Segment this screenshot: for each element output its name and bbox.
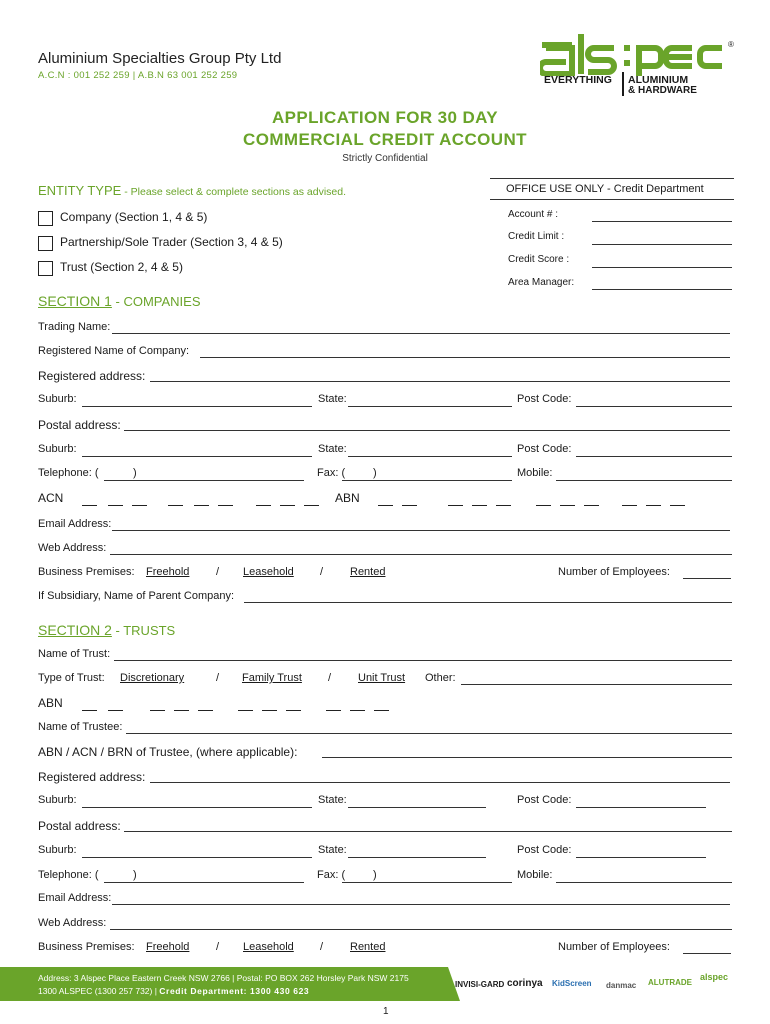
s1-premises-leasehold[interactable]: Leasehold bbox=[243, 566, 294, 578]
logo-registered: ® bbox=[728, 40, 734, 49]
s2-mobile-field[interactable] bbox=[556, 882, 732, 883]
s2-mobile-label: Mobile: bbox=[517, 869, 553, 881]
s2-postal-postcode-label: Post Code: bbox=[517, 844, 572, 856]
trading-name-label: Trading Name: bbox=[38, 321, 111, 333]
s2-state-field[interactable] bbox=[348, 807, 486, 808]
s2-fax-label: Fax: ( bbox=[317, 869, 346, 881]
trust-name-field[interactable] bbox=[114, 660, 732, 661]
s1-mobile-field[interactable] bbox=[556, 480, 732, 481]
s2-email-field[interactable] bbox=[112, 904, 730, 905]
s1-mobile-label: Mobile: bbox=[517, 467, 553, 479]
s1-abn-label: ABN bbox=[335, 491, 360, 505]
s2-postal-state-label: State: bbox=[318, 844, 347, 856]
partner-logo-corinya: corinya bbox=[507, 978, 543, 989]
subsidiary-label: If Subsidiary, Name of Parent Company: bbox=[38, 590, 235, 602]
s2-telephone-label: Telephone: ( bbox=[38, 869, 99, 881]
trust-type-family[interactable]: Family Trust bbox=[242, 672, 302, 684]
logo-tagline-right-2: & HARDWARE bbox=[628, 85, 697, 96]
s1-postcode-field[interactable] bbox=[576, 406, 732, 407]
s1-employees-field[interactable] bbox=[683, 578, 731, 579]
trust-type-label: Type of Trust: bbox=[38, 672, 105, 684]
s1-suburb-label: Suburb: bbox=[38, 393, 77, 405]
s2-suburb-field[interactable] bbox=[82, 807, 312, 808]
s2-registered-address-label: Registered address: bbox=[38, 770, 146, 784]
trustee-abn-label: ABN / ACN / BRN of Trustee, (where applicable): bbox=[38, 745, 298, 759]
s1-email-field[interactable] bbox=[112, 530, 730, 531]
s2-postcode-label: Post Code: bbox=[517, 794, 572, 806]
s2-premises-slash-1: / bbox=[216, 941, 220, 953]
section-1-heading: SECTION 1 - COMPANIES bbox=[38, 293, 201, 309]
s2-web-label: Web Address: bbox=[38, 917, 107, 929]
s1-postal-state-label: State: bbox=[318, 443, 347, 455]
s2-premises-freehold[interactable]: Freehold bbox=[146, 941, 190, 953]
s2-postal-postcode-field[interactable] bbox=[576, 857, 706, 858]
s2-telephone-close: ) bbox=[133, 869, 137, 881]
partner-logo-kidscreen: KidScreen bbox=[552, 979, 592, 988]
s2-postal-address-label: Postal address: bbox=[38, 819, 121, 833]
alspec-logo-mark bbox=[540, 30, 740, 76]
page-number: 1 bbox=[383, 1006, 389, 1017]
s1-telephone-field[interactable] bbox=[104, 480, 304, 481]
s2-fax-field[interactable] bbox=[342, 882, 512, 883]
s1-registered-address-field[interactable] bbox=[150, 381, 730, 382]
office-area-manager-label: Area Manager: bbox=[508, 277, 575, 288]
trust-type-other-field[interactable] bbox=[461, 684, 732, 685]
trust-type-slash-1: / bbox=[216, 672, 220, 684]
office-bottom-rule bbox=[490, 199, 734, 200]
trustee-name-field[interactable] bbox=[126, 733, 732, 734]
s2-premises-rented[interactable]: Rented bbox=[350, 941, 386, 953]
s1-postal-suburb-field[interactable] bbox=[82, 456, 312, 457]
company-name: Aluminium Specialties Group Pty Ltd bbox=[38, 50, 282, 67]
trust-type-other-label: Other: bbox=[425, 672, 456, 684]
s2-state-label: State: bbox=[318, 794, 347, 806]
s2-employees-label: Number of Employees: bbox=[558, 941, 670, 953]
company-acn: A.C.N : 001 252 259 | A.B.N 63 001 252 259 bbox=[38, 70, 238, 81]
trust-option-label: Trust (Section 2, 4 & 5) bbox=[60, 260, 183, 274]
s1-postcode-label: Post Code: bbox=[517, 393, 572, 405]
s1-web-field[interactable] bbox=[110, 554, 732, 555]
partnership-option-label: Partnership/Sole Trader (Section 3, 4 & 5) bbox=[60, 235, 283, 249]
s2-premises-slash-2: / bbox=[320, 941, 324, 953]
office-credit-score-field[interactable] bbox=[592, 267, 732, 268]
s1-registered-address-label: Registered address: bbox=[38, 369, 146, 383]
trustee-name-label: Name of Trustee: bbox=[38, 721, 123, 733]
partner-logo-alutrade: ALUTRADE bbox=[648, 978, 692, 987]
company-checkbox[interactable] bbox=[38, 211, 53, 226]
trust-name-label: Name of Trust: bbox=[38, 648, 111, 660]
office-credit-limit-label: Credit Limit : bbox=[508, 231, 565, 242]
s2-web-field[interactable] bbox=[110, 929, 732, 930]
s1-postal-postcode-field[interactable] bbox=[576, 456, 732, 457]
s1-postal-address-field[interactable] bbox=[124, 430, 730, 431]
registered-name-field[interactable] bbox=[200, 357, 730, 358]
registered-name-label: Registered Name of Company: bbox=[38, 345, 190, 357]
subsidiary-field[interactable] bbox=[244, 602, 732, 603]
s2-postal-address-field[interactable] bbox=[124, 831, 732, 832]
section-2-heading: SECTION 2 - TRUSTS bbox=[38, 622, 176, 638]
s1-state-label: State: bbox=[318, 393, 347, 405]
s2-telephone-field[interactable] bbox=[104, 882, 304, 883]
trustee-abn-field[interactable] bbox=[322, 757, 732, 758]
office-credit-score-label: Credit Score : bbox=[508, 254, 570, 265]
s1-web-label: Web Address: bbox=[38, 542, 107, 554]
s2-postal-state-field[interactable] bbox=[348, 857, 486, 858]
office-credit-limit-field[interactable] bbox=[592, 244, 732, 245]
trust-type-discretionary[interactable]: Discretionary bbox=[120, 672, 185, 684]
office-top-rule bbox=[490, 178, 734, 179]
entity-type-title: ENTITY TYPE bbox=[38, 183, 122, 198]
s2-email-label: Email Address: bbox=[38, 892, 112, 904]
s1-acn-label: ACN bbox=[38, 491, 64, 505]
trust-checkbox[interactable] bbox=[38, 261, 53, 276]
trust-type-unit[interactable]: Unit Trust bbox=[358, 672, 406, 684]
s1-telephone-label: Telephone: ( bbox=[38, 467, 99, 479]
title-line-2: COMMERCIAL CREDIT ACCOUNT bbox=[243, 130, 527, 149]
s2-fax-close: ) bbox=[373, 869, 377, 881]
s2-registered-address-field[interactable] bbox=[150, 782, 730, 783]
s2-premises-label: Business Premises: bbox=[38, 941, 135, 953]
alspec-logo bbox=[540, 30, 740, 100]
s1-fax-close: ) bbox=[373, 467, 377, 479]
office-account-label: Account # : bbox=[508, 209, 559, 220]
s1-premises-label: Business Premises: bbox=[38, 566, 135, 578]
s2-suburb-label: Suburb: bbox=[38, 794, 77, 806]
s1-fax-field[interactable] bbox=[342, 480, 512, 481]
office-area-manager-field[interactable] bbox=[592, 289, 732, 290]
s2-abn-label: ABN bbox=[38, 696, 63, 710]
s1-postal-address-label: Postal address: bbox=[38, 418, 121, 432]
s2-postal-suburb-field[interactable] bbox=[82, 857, 312, 858]
logo-divider bbox=[622, 72, 624, 96]
logo-tagline-left: EVERYTHING bbox=[544, 74, 612, 86]
partner-logo-alspec-trade: alspec bbox=[700, 972, 729, 982]
s1-email-label: Email Address: bbox=[38, 518, 112, 530]
office-use-heading: OFFICE USE ONLY - Credit Department bbox=[506, 183, 704, 195]
trading-name-field[interactable] bbox=[112, 333, 730, 334]
s1-premises-freehold[interactable]: Freehold bbox=[146, 566, 190, 578]
trust-type-slash-2: / bbox=[328, 672, 332, 684]
s2-postal-suburb-label: Suburb: bbox=[38, 844, 77, 856]
partner-logo-danmac: danmac bbox=[606, 981, 637, 990]
s1-employees-label: Number of Employees: bbox=[558, 566, 670, 578]
s1-fax-label: Fax: ( bbox=[317, 467, 346, 479]
entity-type-instruction: - Please select & complete sections as advised. bbox=[121, 186, 347, 198]
company-option-label: Company (Section 1, 4 & 5) bbox=[60, 210, 208, 224]
confidential-note: Strictly Confidential bbox=[342, 153, 428, 164]
s1-postal-suburb-label: Suburb: bbox=[38, 443, 77, 455]
s1-postal-state-field[interactable] bbox=[348, 456, 512, 457]
footer-contact: 1300 ALSPEC (1300 257 732) | Credit Department: 1300 430 623 bbox=[38, 986, 310, 996]
s2-postcode-field[interactable] bbox=[576, 807, 706, 808]
title-line-1: APPLICATION FOR 30 DAY bbox=[271, 108, 499, 127]
office-account-field[interactable] bbox=[592, 221, 732, 222]
s2-premises-leasehold[interactable]: Leasehold bbox=[243, 941, 294, 953]
logo-tagline-right-1: ALUMINIUM bbox=[628, 74, 689, 86]
s1-premises-rented[interactable]: Rented bbox=[350, 566, 386, 578]
footer-address: Address: 3 Alspec Place Eastern Creek NSW 2766 | Postal: PO BOX 262 Horsley Park NSW 2175 bbox=[38, 973, 409, 983]
s1-state-field[interactable] bbox=[348, 406, 512, 407]
s2-employees-field[interactable] bbox=[683, 953, 731, 954]
partnership-checkbox[interactable] bbox=[38, 236, 53, 251]
s1-premises-slash-2: / bbox=[320, 566, 324, 578]
s1-suburb-field[interactable] bbox=[82, 406, 312, 407]
partner-logo-invisigard: INVISI-GARD bbox=[455, 980, 505, 989]
entity-type-heading bbox=[38, 182, 346, 200]
s1-telephone-close: ) bbox=[133, 467, 137, 479]
s1-premises-slash-1: / bbox=[216, 566, 220, 578]
s1-postal-postcode-label: Post Code: bbox=[517, 443, 572, 455]
